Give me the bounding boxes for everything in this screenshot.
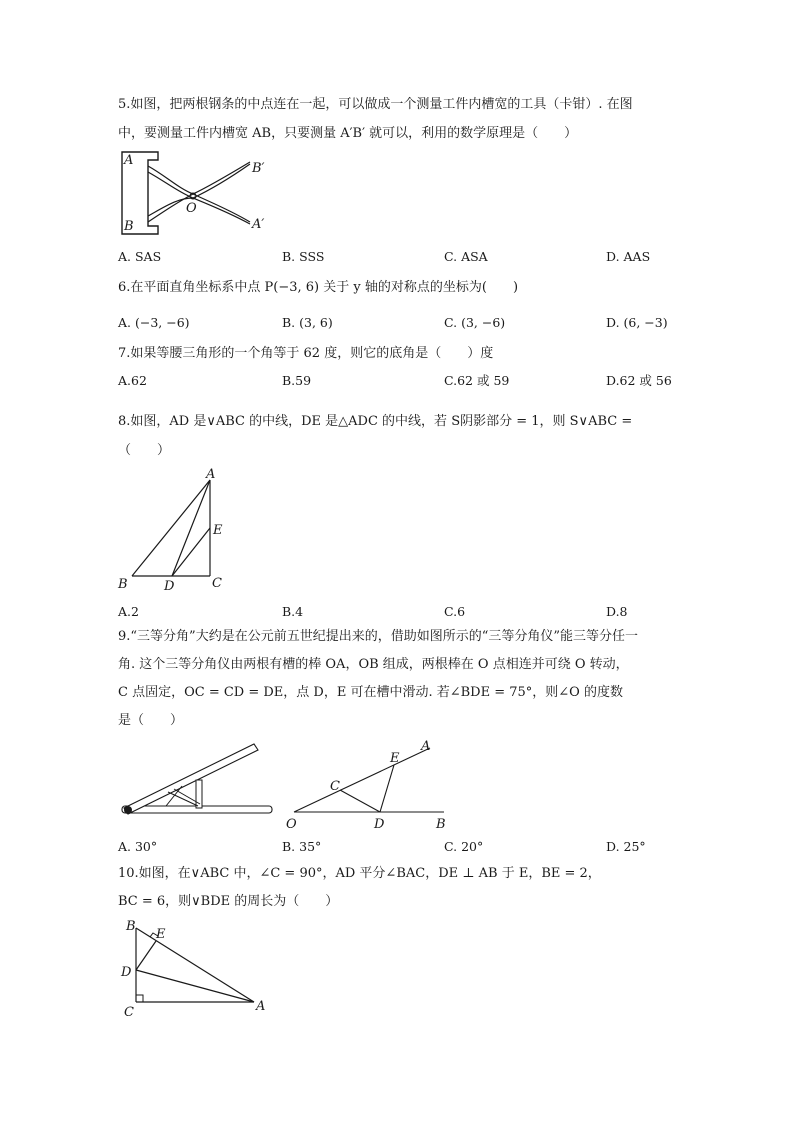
q7-stem: 7.如果等腰三角形的一个角等于 62 度，则它的底角是（ ）度 xyxy=(118,346,494,361)
q5-option-b[interactable]: B. SSS xyxy=(282,249,325,264)
q8-label-A: A xyxy=(206,467,216,482)
q5-label-Bprime: B′ xyxy=(252,161,265,176)
q8-option-d[interactable]: D.8 xyxy=(606,604,628,619)
q6-option-a[interactable]: A. (−3, −6) xyxy=(118,315,190,330)
q9-label-O: O xyxy=(286,817,297,832)
q10-label-D: D xyxy=(121,965,132,980)
q8-triangle-figure xyxy=(118,467,238,595)
q9-label-B: B xyxy=(436,817,446,832)
q7-option-a[interactable]: A.62 xyxy=(118,373,147,388)
q9-stem-line2: 角. 这个三等分角仪由两根有槽的棒 OA，OB 组成，两根棒在 O 点相连并可绕 O 转动， xyxy=(118,657,629,672)
q9-geometry-figure xyxy=(284,738,454,830)
q7-option-b[interactable]: B.59 xyxy=(282,373,312,388)
q9-trisector-device-figure xyxy=(118,738,278,830)
q9-label-E: E xyxy=(390,751,400,766)
q5-label-A: A xyxy=(124,153,134,168)
q8-label-E: E xyxy=(213,523,223,538)
q9-option-b[interactable]: B. 35° xyxy=(282,839,322,854)
q6-option-c[interactable]: C. (3, −6) xyxy=(444,315,506,330)
q9-stem-line4: 是（ ） xyxy=(118,713,184,728)
q5-stem-line1: 5.如图，把两根钢条的中点连在一起，可以做成一个测量工件内槽宽的工具（卡钳）. 在图 xyxy=(118,97,633,112)
q5-label-O: O xyxy=(186,201,197,216)
q8-label-D: D xyxy=(164,579,175,594)
q10-stem-line1: 10.如图，在∨ABC 中，∠C = 90°，AD 平分∠BAC，DE ⊥ AB 于 E，BE = 2， xyxy=(118,866,601,881)
q5-option-a[interactable]: A. SAS xyxy=(118,249,162,264)
q6-option-d[interactable]: D. (6, −3) xyxy=(606,315,668,330)
q5-option-c[interactable]: C. ASA xyxy=(444,249,488,264)
q8-label-C: C xyxy=(212,576,222,591)
q5-label-Aprime: A′ xyxy=(252,217,265,232)
q9-stem-line3: C 点固定，OC = CD = DE，点 D，E 可在槽中滑动. 若∠BDE = 75°，则∠O 的度数 xyxy=(118,685,623,700)
q8-answer-paren: （ ） xyxy=(118,443,171,458)
q9-stem-line1: 9.“三等分角”大约是在公元前五世纪提出来的，借助如图所示的“三等分角仪”能三等分任一 xyxy=(118,629,638,644)
q9-option-c[interactable]: C. 20° xyxy=(444,839,484,854)
q5-label-B: B xyxy=(124,219,134,234)
q9-label-C: C xyxy=(330,779,340,794)
q7-option-d[interactable]: D.62 或 56 xyxy=(606,373,672,388)
q5-stem-line2: 中，要测量工件内槽宽 AB，只要测量 A′B′ 就可以，利用的数学原理是（ ） xyxy=(118,126,578,141)
q10-label-C: C xyxy=(124,1005,134,1020)
q9-option-d[interactable]: D. 25° xyxy=(606,839,646,854)
q10-stem-line2: BC = 6，则∨BDE 的周长为（ ） xyxy=(118,894,339,909)
q10-triangle-figure xyxy=(118,918,278,1023)
q10-label-B: B xyxy=(126,919,136,934)
q9-label-D: D xyxy=(374,817,385,832)
q8-option-c[interactable]: C.6 xyxy=(444,604,466,619)
q10-label-E: E xyxy=(156,927,166,942)
q5-option-d[interactable]: D. AAS xyxy=(606,249,651,264)
q6-option-b[interactable]: B. (3, 6) xyxy=(282,315,333,330)
q9-label-A: A xyxy=(421,739,431,754)
q8-option-b[interactable]: B.4 xyxy=(282,604,304,619)
q7-option-c[interactable]: C.62 或 59 xyxy=(444,373,510,388)
q8-stem: 8.如图，AD 是∨ABC 的中线，DE 是△ADC 的中线，若 S阴影部分 = 1，则 S∨ABC = xyxy=(118,414,633,429)
q8-label-B: B xyxy=(118,577,128,592)
q10-label-A: A xyxy=(256,999,266,1014)
q6-stem: 6.在平面直角坐标系中点 P(−3, 6) 关于 y 轴的对称点的坐标为( ) xyxy=(118,280,519,295)
q8-option-a[interactable]: A.2 xyxy=(118,604,139,619)
q5-caliper-figure xyxy=(118,150,288,240)
q9-option-a[interactable]: A. 30° xyxy=(118,839,158,854)
